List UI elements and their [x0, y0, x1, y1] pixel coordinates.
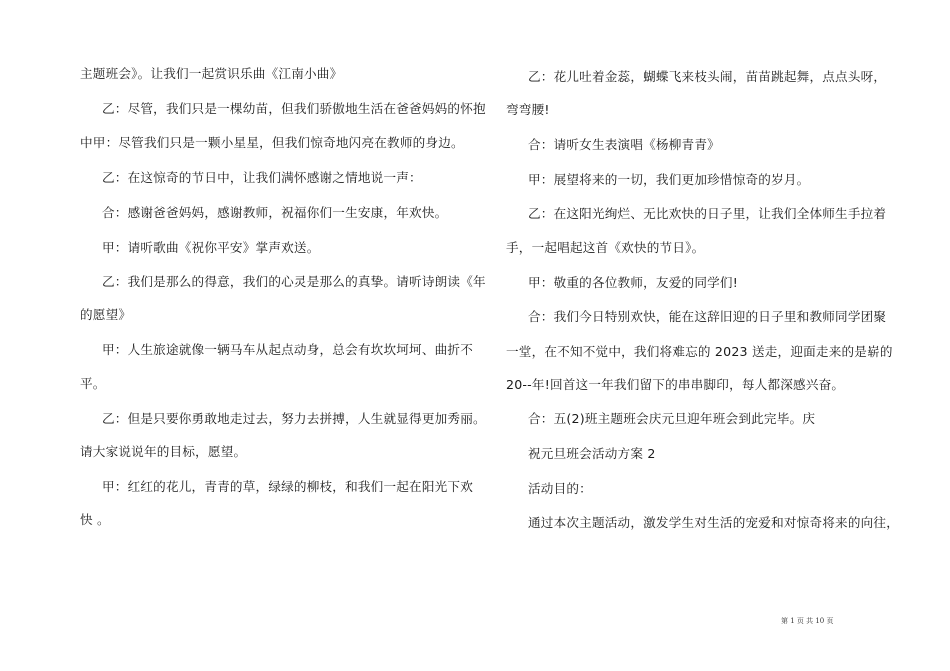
- text-line: 弯弯腰!: [506, 102, 550, 117]
- page-number-footer: 第 1 页 共 10 页: [781, 617, 834, 625]
- text-line: 中甲：尽管我们只是一颗小星星，但我们惊奇地闪亮在教师的身边。: [80, 135, 464, 150]
- text-line: 甲：请听歌曲《祝你平安》掌声欢送。: [102, 240, 320, 255]
- text-line: 甲：红红的花儿，青青的草，绿绿的柳枝，和我们一起在阳光下欢: [102, 479, 474, 494]
- text-line: 合：感谢爸爸妈妈，感谢教师，祝福你们一生安康，年欢快。: [102, 205, 448, 220]
- text-line: 乙：在这惊奇的节日中，让我们满怀感谢之情地说一声：: [102, 170, 422, 185]
- text-line: 合：五(2)班主题班会庆元旦迎年班会到此完毕。庆: [528, 411, 816, 426]
- text-line: 主题班会》。让我们一起赏识乐曲《江南小曲》: [80, 66, 343, 81]
- text-line: 乙：尽管，我们只是一棵幼苗，但我们骄傲地生活在爸爸妈妈的怀抱: [102, 101, 486, 116]
- text-line: 的愿望》: [80, 307, 132, 322]
- text-line: 甲：人生旅途就像一辆马车从起点动身，总会有坎坎坷坷、曲折不: [102, 342, 474, 357]
- text-line: 乙：花儿吐着金蕊，蝴蝶飞来枝头闹，苗苗跳起舞，点点头呀，: [528, 69, 887, 84]
- text-line: 一堂，在不知不觉中，我们将难忘的 2023 送走，迎面走来的是崭的: [506, 344, 893, 359]
- text-line: 活动目的：: [528, 481, 592, 496]
- text-line: 平。: [80, 376, 106, 391]
- text-line: 快 。: [80, 512, 110, 527]
- text-line: 通过本次主题活动，激发学生对生活的宠爱和对惊奇将来的向往，: [528, 515, 900, 530]
- text-line: 乙：但是只要你勇敢地走过去，努力去拼搏，人生就显得更加秀丽。: [102, 411, 486, 426]
- text-line: 请大家说说年的目标，愿望。: [80, 444, 247, 459]
- text-line: 20--年!回首这一年我们留下的串串脚印，每人都深感兴奋。: [506, 377, 845, 392]
- text-line: 合：我们今日特别欢快，能在这辞旧迎的日子里和教师同学团聚: [528, 309, 887, 324]
- text-line: 合：请听女生表演唱《杨柳青青》: [528, 137, 720, 152]
- text-line: 乙：在这阳光绚烂、无比欢快的日子里，让我们全体师生手拉着: [528, 206, 887, 221]
- text-line: 祝元旦班会活动方案 2: [528, 446, 656, 461]
- text-line: 甲：展望将来的一切，我们更加珍惜惊奇的岁月。: [528, 172, 810, 187]
- text-line: 乙：我们是那么的得意，我们的心灵是那么的真挚。请听诗朗读《年: [102, 274, 486, 289]
- text-line: 甲：敬重的各位教师，友爱的同学们!: [528, 275, 738, 290]
- text-line: 手，一起唱起这首《欢快的节日》。: [506, 240, 705, 255]
